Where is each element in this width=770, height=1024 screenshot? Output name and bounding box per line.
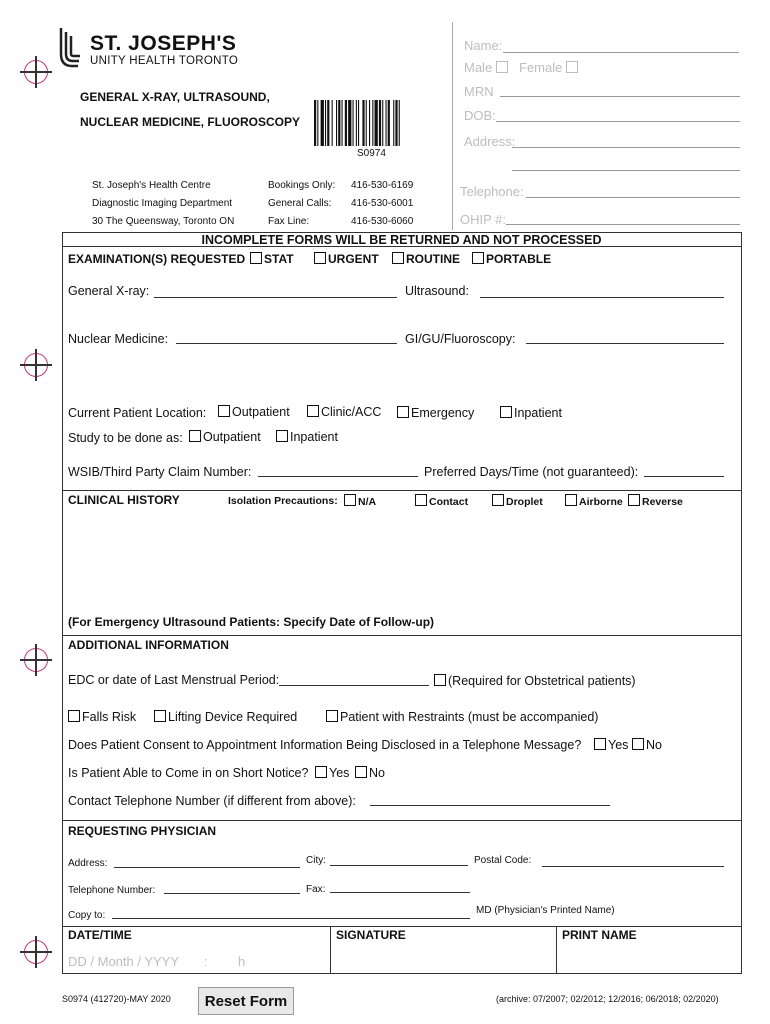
isolation-droplet-checkbox[interactable]	[492, 494, 504, 506]
incomplete-forms-warning: INCOMPLETE FORMS WILL BE RETURNED AND NOT PROCESSED	[201, 233, 602, 247]
lifting-device-option: Lifting Device Required	[154, 710, 297, 724]
nuclear-medicine-label: Nuclear Medicine:	[68, 332, 169, 346]
edc-field[interactable]	[279, 685, 429, 686]
physician-city-label: City:	[306, 855, 326, 866]
isolation-label: Isolation Precautions:	[228, 495, 338, 507]
bookings-label: Bookings Only:	[268, 180, 336, 191]
contact-phone-field[interactable]	[370, 805, 610, 806]
general-xray-field[interactable]	[154, 297, 397, 298]
location-emergency-checkbox[interactable]	[397, 406, 409, 418]
short-notice-no-checkbox[interactable]	[355, 766, 367, 778]
gigu-fluoroscopy-field[interactable]	[526, 343, 724, 344]
ohip-label: OHIP #:	[460, 212, 507, 227]
registration-mark	[24, 60, 48, 84]
clinical-history-field[interactable]	[66, 512, 736, 612]
nuclear-medicine-field[interactable]	[176, 343, 397, 344]
physician-address-label: Address:	[68, 858, 108, 869]
routine-option: ROUTINE	[392, 252, 460, 266]
isolation-contact-checkbox[interactable]	[415, 494, 427, 506]
physician-fax-label: Fax:	[306, 884, 326, 895]
fax-line-label: Fax Line:	[268, 216, 310, 227]
general-calls-number: 416-530-6001	[351, 198, 414, 209]
clinical-divider	[62, 490, 741, 491]
archive-note: (archive: 07/2007; 02/2012; 12/2016; 06/2018; 02/2020)	[496, 994, 719, 1004]
contact-phone-label: Contact Telephone Number (if different from above):	[68, 794, 356, 808]
restraints-option: Patient with Restraints (must be accompanied)	[326, 710, 598, 724]
time-hour-suffix: h	[238, 954, 246, 969]
wsib-label: WSIB/Third Party Claim Number:	[68, 465, 252, 479]
copy-to-label: Copy to:	[68, 910, 106, 921]
isolation-reverse-checkbox[interactable]	[628, 494, 640, 506]
additional-divider	[62, 635, 741, 636]
urgent-checkbox[interactable]	[314, 252, 326, 264]
study-label: Study to be done as:	[68, 431, 183, 445]
consent-yes-option: Yes	[594, 738, 628, 752]
isolation-na-checkbox[interactable]	[344, 494, 356, 506]
dob-label: DOB:	[464, 108, 496, 123]
signature-field[interactable]	[334, 944, 552, 970]
preferred-time-label: Preferred Days/Time (not guaranteed):	[424, 465, 639, 479]
isolation-na-option: N/A	[344, 494, 376, 508]
male-checkbox[interactable]	[496, 61, 508, 73]
address-field-line-2[interactable]	[512, 170, 740, 171]
physician-city-field[interactable]	[330, 865, 468, 866]
logo-mark-icon	[58, 26, 82, 70]
hospital-address: 30 The Queensway, Toronto ON	[92, 216, 235, 227]
falls-risk-option: Falls Risk	[68, 710, 136, 724]
barcode-code: S0974	[357, 148, 386, 159]
examination-label: EXAMINATION(S) REQUESTED	[68, 252, 246, 266]
department-line-1: GENERAL X-RAY, ULTRASOUND,	[80, 90, 270, 104]
dob-field[interactable]	[496, 121, 740, 122]
bookings-number: 416-530-6169	[351, 180, 414, 191]
study-outpatient-option: Outpatient	[189, 430, 261, 444]
barcode	[312, 100, 436, 148]
isolation-contact-option: Contact	[415, 494, 468, 508]
physician-telephone-label: Telephone Number:	[68, 885, 156, 896]
female-checkbox[interactable]	[566, 61, 578, 73]
registration-mark	[24, 648, 48, 672]
portable-checkbox[interactable]	[472, 252, 484, 264]
address-field[interactable]	[512, 147, 740, 148]
location-emergency-option: Emergency	[397, 406, 474, 420]
mrn-field[interactable]	[500, 96, 740, 97]
form-code: S0974 (412720)-MAY 2020	[62, 994, 171, 1004]
portable-option: PORTABLE	[472, 252, 551, 266]
department-name: Diagnostic Imaging Department	[92, 198, 233, 209]
telephone-label: Telephone:	[460, 184, 524, 199]
additional-info-title: ADDITIONAL INFORMATION	[68, 638, 229, 652]
datetime-header: DATE/TIME	[68, 928, 132, 942]
physician-address-field[interactable]	[114, 867, 300, 868]
patient-name-label: Name:	[464, 38, 503, 53]
study-inpatient-checkbox[interactable]	[276, 430, 288, 442]
location-inpatient-option: Inpatient	[500, 406, 562, 420]
routine-checkbox[interactable]	[392, 252, 404, 264]
print-name-field[interactable]	[560, 944, 736, 970]
sex-male-label: Male	[464, 60, 510, 75]
obstetrical-option: (Required for Obstetrical patients)	[434, 674, 636, 688]
location-clinic-option: Clinic/ACC	[307, 405, 381, 419]
physician-postal-label: Postal Code:	[474, 855, 532, 866]
location-outpatient-option: Outpatient	[218, 405, 290, 419]
short-notice-yes-option: Yes	[315, 766, 349, 780]
ultrasound-field[interactable]	[480, 297, 724, 298]
signature-header: SIGNATURE	[336, 928, 406, 942]
logo-subtitle: UNITY HEALTH TORONTO	[90, 55, 239, 67]
study-outpatient-checkbox[interactable]	[189, 430, 201, 442]
signature-col-divider-1	[330, 926, 331, 973]
registration-mark	[24, 940, 48, 964]
physician-divider	[62, 820, 741, 821]
current-location-label: Current Patient Location:	[68, 406, 207, 420]
consent-question: Does Patient Consent to Appointment Information Being Disclosed in a Telephone Message?	[68, 738, 582, 752]
md-printed-name-label: MD (Physician's Printed Name)	[476, 905, 615, 916]
general-xray-label: General X-ray:	[68, 284, 150, 298]
sex-female-label: Female	[519, 60, 580, 75]
address-label: Address:	[464, 134, 516, 149]
ultrasound-label: Ultrasound:	[405, 284, 469, 298]
location-outpatient-checkbox[interactable]	[218, 405, 230, 417]
ohip-field[interactable]	[506, 224, 740, 225]
hospital-name: St. Joseph's Health Centre	[92, 180, 211, 191]
short-notice-question: Is Patient Able to Come in on Short Notice?	[68, 766, 309, 780]
clinical-history-title: CLINICAL HISTORY	[68, 493, 180, 507]
fax-line-number: 416-530-6060	[351, 216, 414, 227]
logo-name: ST. JOSEPH'S	[90, 32, 237, 55]
print-name-header: PRINT NAME	[562, 928, 637, 942]
stat-option: STAT	[250, 252, 294, 266]
copy-to-field[interactable]	[112, 918, 470, 919]
isolation-reverse-option: Reverse	[628, 494, 683, 508]
lifting-device-checkbox[interactable]	[154, 710, 166, 722]
date-placeholder[interactable]: DD / Month / YYYY	[68, 954, 180, 969]
telephone-field[interactable]	[526, 197, 740, 198]
study-inpatient-option: Inpatient	[276, 430, 338, 444]
general-calls-label: General Calls:	[268, 198, 332, 209]
requesting-physician-title: REQUESTING PHYSICIAN	[68, 824, 217, 838]
physician-telephone-field[interactable]	[164, 893, 300, 894]
gigu-fluoroscopy-label: GI/GU/Fluoroscopy:	[405, 332, 516, 346]
signature-col-divider-2	[556, 926, 557, 973]
preferred-time-field[interactable]	[644, 476, 724, 477]
short-notice-yes-checkbox[interactable]	[315, 766, 327, 778]
emergency-ultrasound-note: (For Emergency Ultrasound Patients: Specify Date of Follow-up)	[68, 615, 435, 629]
obstetrical-checkbox[interactable]	[434, 674, 446, 686]
location-clinic-checkbox[interactable]	[307, 405, 319, 417]
location-inpatient-checkbox[interactable]	[500, 406, 512, 418]
urgent-option: URGENT	[314, 252, 379, 266]
stat-checkbox[interactable]	[250, 252, 262, 264]
short-notice-no-option: No	[355, 766, 385, 780]
physician-fax-field[interactable]	[330, 892, 470, 893]
isolation-airborne-checkbox[interactable]	[565, 494, 577, 506]
isolation-droplet-option: Droplet	[492, 494, 543, 508]
time-colon: :	[204, 954, 208, 969]
consent-no-option: No	[632, 738, 662, 752]
mrn-label: MRN	[464, 84, 494, 99]
physician-postal-field[interactable]	[542, 866, 724, 867]
registration-mark	[24, 353, 48, 377]
edc-label: EDC or date of Last Menstrual Period:	[68, 673, 280, 687]
signature-table-divider	[62, 926, 741, 927]
falls-risk-checkbox[interactable]	[68, 710, 80, 722]
department-line-2: NUCLEAR MEDICINE, FLUOROSCOPY	[80, 115, 301, 129]
patient-label-divider	[452, 22, 453, 230]
consent-no-checkbox[interactable]	[632, 738, 644, 750]
patient-name-field[interactable]	[503, 52, 739, 53]
isolation-airborne-option: Airborne	[565, 494, 623, 508]
reset-form-button[interactable]: Reset Form	[198, 987, 294, 1015]
consent-yes-checkbox[interactable]	[594, 738, 606, 750]
wsib-field[interactable]	[258, 476, 418, 477]
restraints-checkbox[interactable]	[326, 710, 338, 722]
